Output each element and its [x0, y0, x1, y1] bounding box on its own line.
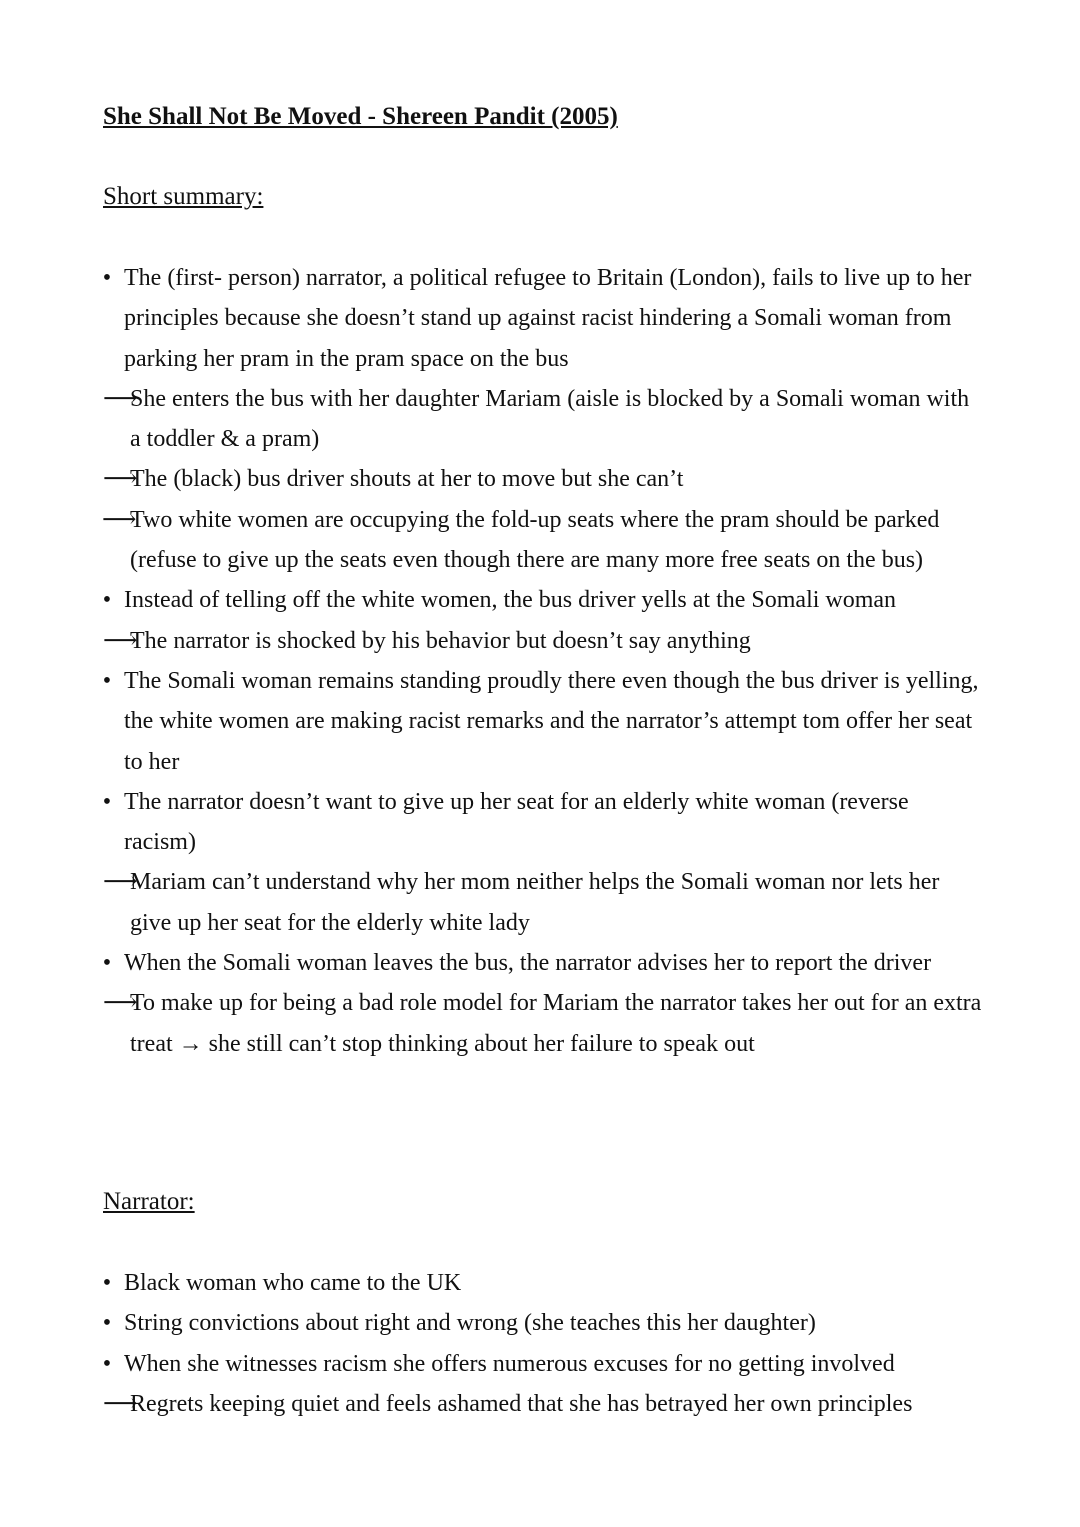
bullet-marker: • [102, 950, 112, 977]
list-item: ⟶ Mariam can’t understand why her mom neither helps the Somali woman nor lets her give up her seat for the elderly white lady [100, 862, 984, 943]
list-item: • The narrator doesn’t want to give up her seat for an elderly white woman (reverse racism) [100, 782, 984, 863]
list-item: ⟶ To make up for being a bad role model for Mariam the narrator takes her out for an extra treat → she still can’t stop thinking about her failure to speak out [100, 983, 984, 1064]
document-title: She Shall Not Be Moved - Shereen Pandit (2005) [103, 103, 618, 130]
list-item: ⟶ She enters the bus with her daughter Mariam (aisle is blocked by a Somali woman with a toddler & a pram) [100, 379, 984, 460]
list-item: • Instead of telling off the white women, the bus driver yells at the Somali woman [100, 580, 984, 620]
list-item: ⟶ The (black) bus driver shouts at her to move but she can’t [100, 459, 984, 499]
arrow-icon: ⟶ [103, 385, 138, 412]
section-heading-narrator: Narrator: [103, 1188, 195, 1215]
bullet-marker: • [102, 667, 112, 694]
list-item: ⟶ Regrets keeping quiet and feels ashamed that she has betrayed her own principles [100, 1384, 984, 1424]
list-item: ⟶ The narrator is shocked by his behavior but doesn’t say anything [100, 621, 984, 661]
list-item: • The (first- person) narrator, a political refugee to Britain (London), fails to live up to her principles because she doesn’t stand up against racist hindering a Somali woman from parking her pram in the pram space on the bus [100, 258, 984, 379]
bullet-marker: • [102, 1270, 112, 1296]
bullet-marker: • [102, 788, 112, 815]
arrow-icon: ⟶ [103, 466, 138, 493]
arrow-icon: ⟶ [103, 627, 138, 654]
arrow-icon: ⟶ [103, 869, 138, 896]
list-item: • When the Somali woman leaves the bus, the narrator advises her to report the driver [100, 943, 984, 983]
list-item: • String convictions about right and wrong (she teaches this her daughter) [100, 1303, 984, 1343]
list-item: • When she witnesses racism she offers numerous excuses for no getting involved [100, 1344, 984, 1384]
bullet-marker: • [102, 1310, 112, 1337]
narrator-list [100, 1263, 984, 1424]
bullet-marker: • [102, 265, 112, 291]
bullet-marker: • [102, 1350, 112, 1377]
arrow-icon: ⟶ [102, 506, 137, 533]
list-item: • The Somali woman remains standing proudly there even though the bus driver is yelling, the white women are making racist remarks and the narrator’s attempt tom offer her seat to her [100, 661, 984, 782]
list-item: • Black woman who came to the UK [100, 1263, 984, 1303]
section-heading-short-summary: Short summary: [103, 183, 264, 210]
summary-list [100, 258, 984, 1064]
arrow-icon: ⟶ [103, 990, 138, 1017]
arrow-icon: ⟶ [103, 1390, 138, 1417]
list-item: ⟶ Two white women are occupying the fold-up seats where the pram should be parked (refuse to give up the seats even though there are many more free seats on the bus) [100, 500, 984, 581]
bullet-marker: • [102, 587, 112, 614]
